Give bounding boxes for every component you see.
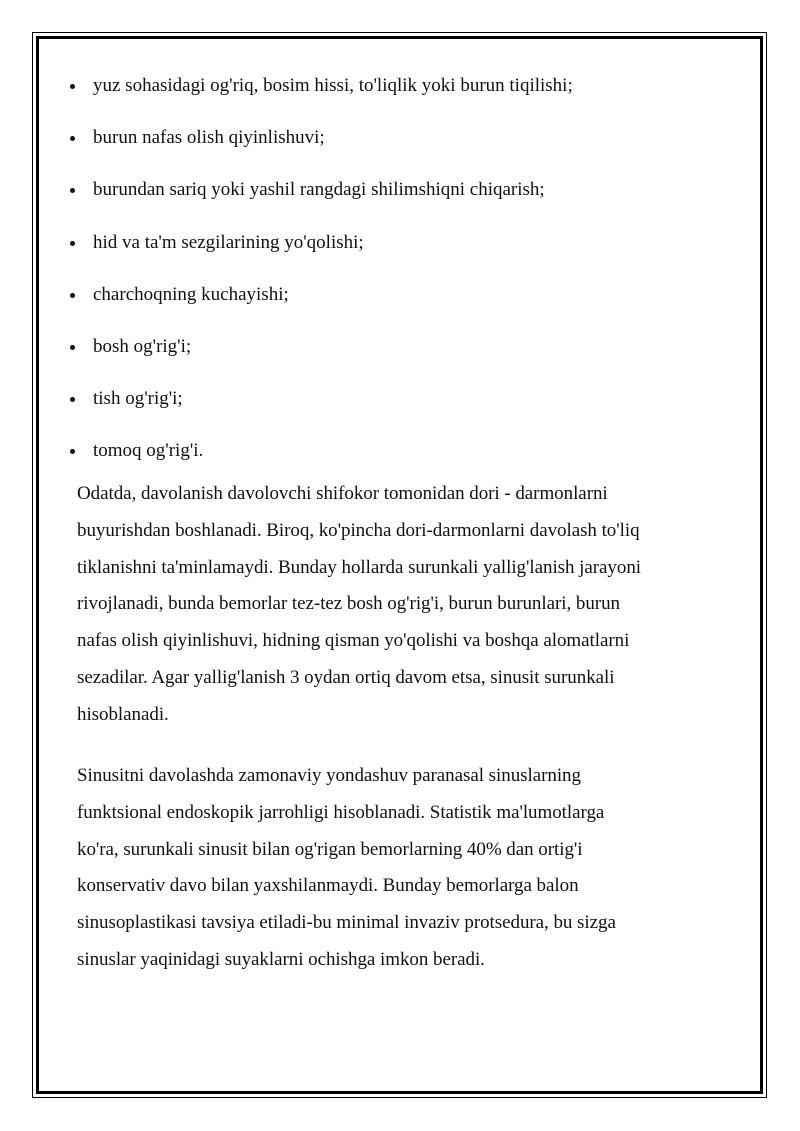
paragraph-line: buyurishdan boshlanadi. Biroq, ko'pincha dori-darmonlarni davolash to'liq <box>77 519 640 541</box>
bullet-icon <box>70 188 75 193</box>
paragraph-surgery <box>77 758 732 979</box>
paragraph-line: Sinusitni davolashda zamonaviy yondashuv paranasal sinuslarning <box>77 765 581 786</box>
list-item-text: hid va ta'm sezgilarining yo'qolishi; <box>93 231 364 253</box>
bullet-icon <box>70 449 75 454</box>
paragraph-line: hisoblanadi. <box>77 703 169 725</box>
bullet-icon <box>70 397 75 402</box>
list-item <box>68 438 728 464</box>
list-item-text: charchoqning kuchayishi; <box>93 283 289 305</box>
list-item <box>68 125 728 151</box>
list-item-text: burun nafas olish qiyinlishuvi; <box>93 127 325 149</box>
list-item <box>68 230 728 256</box>
list-item-text: tomoq og'rig'i. <box>93 440 204 462</box>
bullet-icon <box>70 136 75 141</box>
paragraph-treatment <box>77 476 732 734</box>
list-item-text: tish og'rig'i; <box>93 388 183 410</box>
bullet-icon <box>70 293 75 298</box>
paragraph-line: Odatda, davolanish davolovchi shifokor tomonidan dori - darmonlarni <box>77 483 608 504</box>
list-item <box>68 334 728 360</box>
paragraph-line: tiklanishni ta'minlamaydi. Bunday hollarda surunkali yallig'lanish jarayoni <box>77 556 642 578</box>
paragraph-line: rivojlanadi, bunda bemorlar tez-tez bosh og'rig'i, burun burunlari, burun <box>77 593 620 615</box>
paragraph-line: konservativ davo bilan yaxshilanmaydi. Bunday bemorlarga balon <box>77 875 579 897</box>
paragraph-line: sezadilar. Agar yallig'lanish 3 oydan ortiq davom etsa, sinusit surunkali <box>77 666 615 688</box>
list-item <box>68 386 728 412</box>
bullet-icon <box>70 84 75 89</box>
list-item <box>68 282 728 308</box>
paragraph-line: nafas olish qiyinlishuvi, hidning qisman yo'qolishi va boshqa alomatlarni <box>77 630 630 652</box>
list-item-text: yuz sohasidagi og'riq, bosim hissi, to'liqlik yoki burun tiqilishi; <box>93 75 573 96</box>
list-item <box>68 73 728 99</box>
list-item-text: bosh og'rig'i; <box>93 335 192 357</box>
symptom-list <box>68 73 728 464</box>
list-item-text: burundan sariq yoki yashil rangdagi shilimshiqni chiqarish; <box>93 179 545 201</box>
paragraph-line: ko'ra, surunkali sinusit bilan og'rigan bemorlarning 40% dan ortig'i <box>77 838 583 860</box>
bullet-icon <box>70 241 75 246</box>
paragraph-line: sinuslar yaqinidagi suyaklarni ochishga imkon beradi. <box>77 948 485 970</box>
paragraph-line: funktsional endoskopik jarrohligi hisoblanadi. Statistik ma'lumotlarga <box>77 801 605 823</box>
paragraph-line: sinusoplastikasi tavsiya etiladi-bu minimal invaziv protsedura, bu sizga <box>77 912 616 934</box>
list-item <box>68 177 728 203</box>
bullet-icon <box>70 345 75 350</box>
